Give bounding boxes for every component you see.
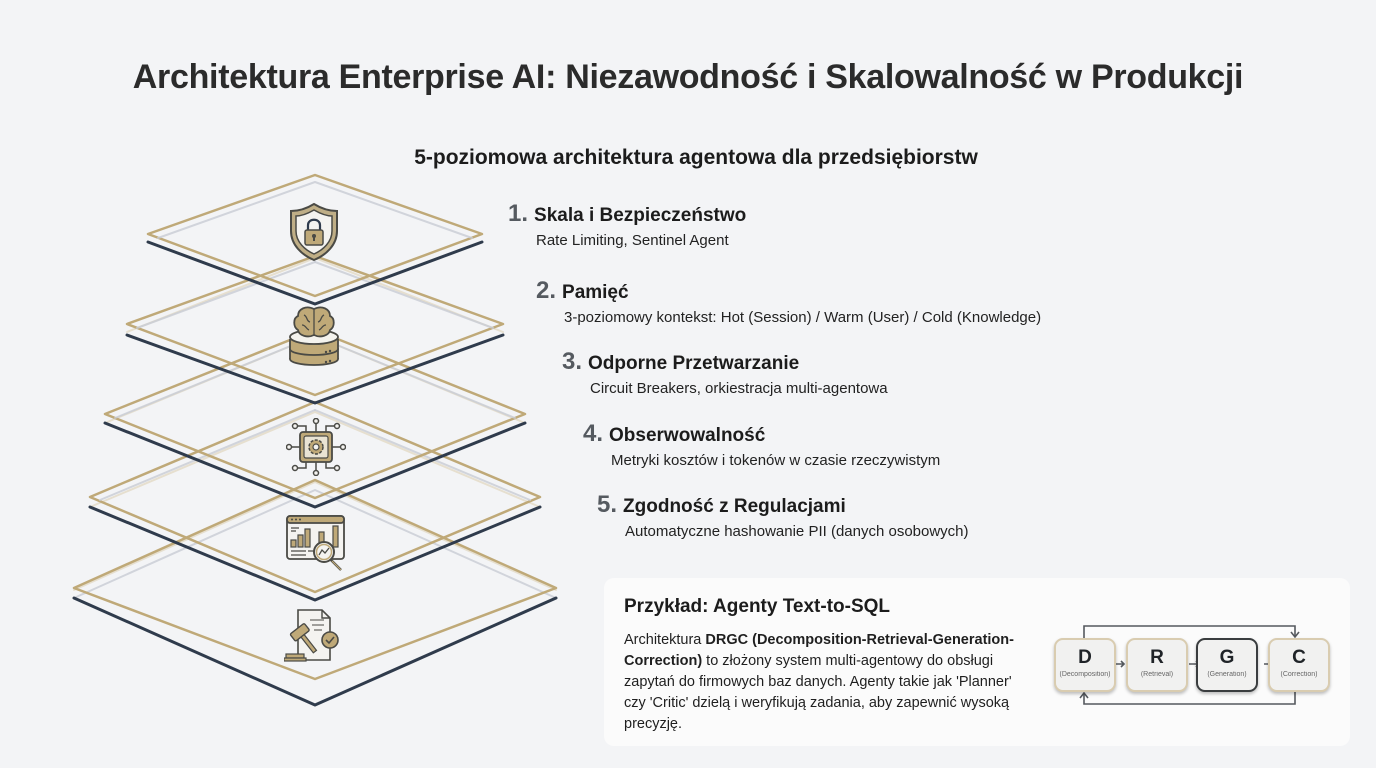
node-letter: G [1219,647,1235,668]
level-title: Skala i Bezpieczeństwo [534,205,747,226]
level-title: Odporne Przetwarzanie [588,353,800,374]
layer-stack-diagram [0,0,620,768]
node-label: (Decomposition) [1059,671,1111,678]
node-letter: C [1292,647,1306,668]
drgc-node-decomposition [1054,638,1116,692]
level-description: Metryki kosztów i tokenów w czasie rzeczywistym [611,452,941,469]
level-5 [597,491,969,540]
level-title: Pamięć [562,282,629,303]
drgc-node-retrieval [1126,638,1188,692]
node-label: (Retrieval) [1140,671,1174,678]
example-card [604,578,1350,746]
level-number: 5. [597,491,618,518]
level-title: Zgodność z Regulacjami [623,496,846,517]
example-description [624,630,1024,735]
drgc-flow-diagram [1044,618,1344,738]
node-label: (Generation) [1207,671,1247,678]
level-number: 1. [508,200,529,227]
page-subtitle: 5-poziomowa architektura agentowa dla przedsiębiorstw [414,146,978,169]
level-description: Circuit Breakers, orkiestracja multi-agentowa [590,380,888,397]
node-letter: D [1078,647,1092,668]
level-2 [536,277,1041,326]
level-title: Obserwowalność [609,425,766,446]
level-number: 3. [562,348,583,375]
level-description: Rate Limiting, Sentinel Agent [536,232,729,249]
level-4 [583,420,940,469]
drgc-node-generation [1196,638,1258,692]
level-number: 2. [536,277,557,304]
level-description: Automatyczne hashowanie PII (danych osobowych) [625,523,969,540]
example-text-rest: to złożony system multi-agentowy do obsługi zapytań do firmowych baz danych. Agenty takie jak 'Planner' czy 'Critic' dzielą i weryfikują zadania, aby zapewnić wysoką precyzję. [624,653,1012,732]
node-letter: R [1150,647,1164,668]
level-1 [508,200,746,249]
drgc-node-correction [1268,638,1330,692]
node-label: (Correction) [1280,671,1318,678]
level-number: 4. [583,420,604,447]
level-description: 3-poziomowy kontekst: Hot (Session) / Warm (User) / Cold (Knowledge) [564,309,1042,326]
example-text-strong: DRGC (Decomposition-Retrieval-Generation-Correction) [624,632,1014,669]
level-3 [562,348,888,397]
page-title: Architektura Enterprise AI: Niezawodność i Skalowalność w Produkcji [132,58,1244,96]
example-text-lead: Architektura [624,632,706,648]
example-title: Przykład: Agenty Text-to-SQL [624,596,891,617]
